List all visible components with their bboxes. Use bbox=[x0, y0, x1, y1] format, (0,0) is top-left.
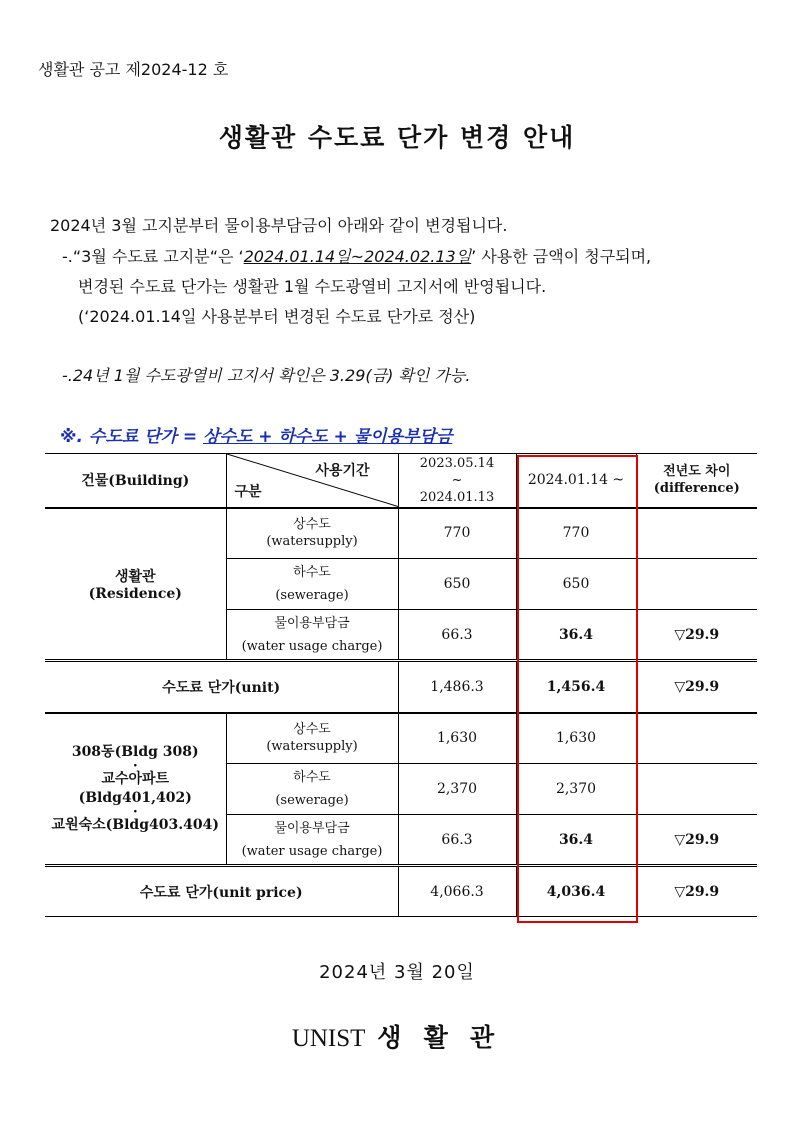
new-rate-highlight-box bbox=[517, 455, 638, 923]
total-prev: 4,066.3 bbox=[398, 866, 516, 917]
notice-date: 2024년 3월 20일 bbox=[319, 962, 475, 983]
total-diff: ▽29.9 bbox=[636, 661, 757, 713]
billing-period: 2024.01.14일~2024.02.13일 bbox=[243, 247, 472, 266]
diff-value bbox=[636, 508, 757, 559]
signature-org: UNIST bbox=[291, 1025, 365, 1052]
residence-name-en: (Residence) bbox=[88, 585, 182, 602]
header-new-period: 2024.01.14 ~ bbox=[516, 454, 636, 508]
item-label: 물이용부담금 (water usage charge) bbox=[226, 610, 398, 661]
item-label: 하수도 (sewerage) bbox=[226, 764, 398, 815]
prev-period-end: 2024.01.13 bbox=[419, 489, 495, 505]
table-header-row bbox=[45, 454, 757, 508]
unit-price-formula bbox=[60, 422, 452, 447]
header-category-label: 구분 bbox=[234, 483, 262, 500]
bullet1-line3: (‘2024.01.14일 사용분부터 변경된 수도료 단가로 정산) bbox=[78, 307, 476, 326]
table-row bbox=[45, 508, 757, 559]
residence-building-cell bbox=[45, 508, 226, 661]
new-value: 36.4 bbox=[516, 610, 636, 661]
bullet-billing-period bbox=[62, 244, 651, 267]
prev-value: 2,370 bbox=[398, 764, 516, 815]
total-prev: 1,486.3 bbox=[398, 661, 516, 713]
diff-en: (difference) bbox=[653, 481, 740, 497]
total-label: 수도료 단가(unit price) bbox=[45, 866, 398, 917]
prev-value: 1,630 bbox=[398, 713, 516, 764]
item-label: 상수도 (watersupply) bbox=[226, 713, 398, 764]
header-building: 건물(Building) bbox=[45, 454, 226, 508]
new-value: 36.4 bbox=[516, 815, 636, 866]
header-period-label: 사용기간 bbox=[315, 463, 370, 479]
diff-value: ▽29.9 bbox=[636, 610, 757, 661]
bullet-bill-check: -.24년 1월 수도광열비 고지서 확인은 3.29(금) 확인 가능. bbox=[62, 366, 471, 385]
diff-value bbox=[636, 713, 757, 764]
item-label: 물이용부담금 (water usage charge) bbox=[226, 815, 398, 866]
new-value: 1,630 bbox=[516, 713, 636, 764]
prev-value: 66.3 bbox=[398, 815, 516, 866]
signature bbox=[0, 1018, 794, 1054]
residence-name-ko: 생활관 bbox=[114, 568, 156, 585]
new-value: 650 bbox=[516, 559, 636, 610]
header-difference bbox=[636, 454, 757, 508]
new-value: 2,370 bbox=[516, 764, 636, 815]
total-label: 수도료 단가(unit) bbox=[45, 661, 398, 713]
intro-text: 2024년 3월 고지분부터 물이용부담금이 아래와 같이 변경됩니다. bbox=[50, 216, 508, 235]
diff-value bbox=[636, 764, 757, 815]
diff-ko: 전년도 차이 bbox=[663, 464, 731, 480]
bullet1-prefix: -.“3월 수도료 고지분“은 ‘ bbox=[62, 247, 244, 266]
total-new: 1,456.4 bbox=[516, 661, 636, 713]
total-row bbox=[45, 661, 757, 713]
prev-period-tilde: ~ bbox=[451, 472, 463, 488]
new-value: 770 bbox=[516, 508, 636, 559]
item-label: 상수도 (watersupply) bbox=[226, 508, 398, 559]
total-diff: ▽29.9 bbox=[636, 866, 757, 917]
header-diagonal-cell bbox=[226, 454, 398, 508]
diff-value: ▽29.9 bbox=[636, 815, 757, 866]
signature-dept: 생 활 관 bbox=[377, 1025, 503, 1052]
table-row bbox=[45, 713, 757, 764]
header-prev-period bbox=[398, 454, 516, 508]
item-label: 하수도 (sewerage) bbox=[226, 559, 398, 610]
formula-terms: 상수도 + 하수도 + 물이용부담금 bbox=[203, 427, 453, 447]
prev-value: 66.3 bbox=[398, 610, 516, 661]
diff-value bbox=[636, 559, 757, 610]
prev-period-start: 2023.05.14 bbox=[419, 455, 495, 471]
bullet1-line2: 변경된 수도료 단가는 생활관 1월 수도광열비 고지서에 반영됩니다. bbox=[78, 277, 547, 296]
bullet1-suffix: ’ 사용한 금액이 청구되며, bbox=[471, 247, 652, 266]
notice-number: 생활관 공고 제2024-12 호 bbox=[38, 60, 229, 79]
faculty-building-cell: 308동(Bldg 308) · 교수아파트(Bldg401,402) · 교원숙소(Bldg403.404) bbox=[45, 713, 226, 866]
water-rate-table bbox=[45, 453, 757, 917]
prev-value: 650 bbox=[398, 559, 516, 610]
prev-value: 770 bbox=[398, 508, 516, 559]
document-title: 생활관 수도료 단가 변경 안내 bbox=[218, 123, 576, 152]
total-row bbox=[45, 866, 757, 917]
formula-prefix: ※. 수도료 단가 = bbox=[60, 427, 204, 447]
total-new: 4,036.4 bbox=[516, 866, 636, 917]
